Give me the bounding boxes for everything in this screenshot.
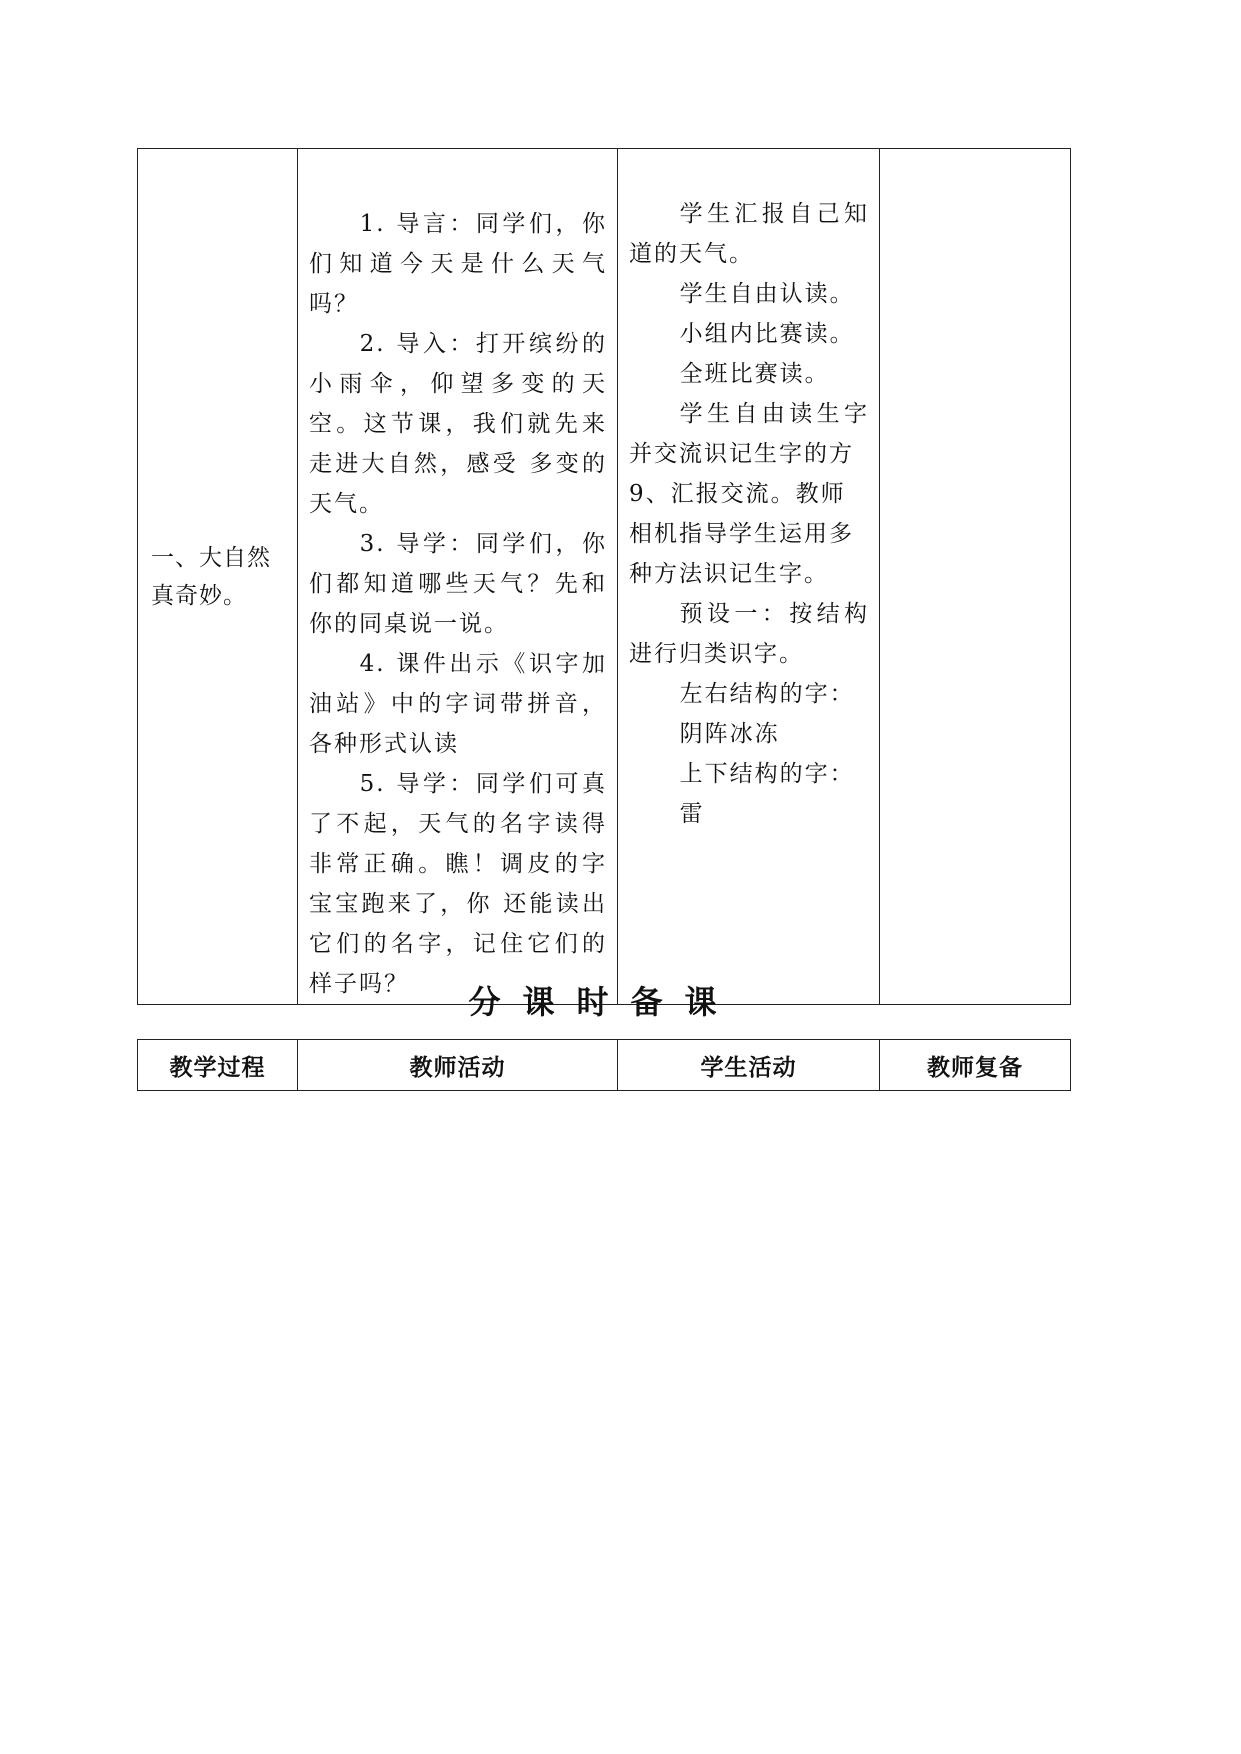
section-title: 分课时备课 [468, 983, 739, 1021]
student-line: 阴阵冰冻 [679, 721, 780, 747]
header-row [138, 1040, 1071, 1091]
student-line: 预设一：按结构进行归类识字。 [629, 601, 869, 667]
teacher-paragraph: 1. 导言：同学们，你们知道今天是什么天气吗？ [309, 211, 607, 317]
student-line: 学生自由读生字并交流识记生字的方 [629, 401, 869, 467]
header-teaching-process: 教学过程 [138, 1040, 298, 1091]
student-line: 9、汇报交流。教师相机指导学生运用多种方法识记生字。 [629, 481, 854, 587]
header-teacher-activity: 教师活动 [298, 1040, 618, 1091]
teacher-paragraph: 2. 导入：打开缤纷的小雨伞，仰望多变的天空。这节课，我们就先来走进大自然，感受 多变的天气。 [309, 331, 607, 517]
lesson-table [137, 148, 1071, 1005]
teacher-paragraph: 3. 导学：同学们，你们都知道哪些天气？先和你的同桌说一说。 [309, 531, 607, 637]
stage-text: 一、大自然真奇妙。 [151, 544, 271, 609]
stage-cell [138, 149, 298, 1005]
student-line: 学生汇报自己知道的天气。 [629, 201, 869, 267]
student-activity-cell [618, 149, 880, 1005]
student-line: 左右结构的字： [679, 681, 855, 707]
header-teacher-review: 教师复备 [880, 1040, 1071, 1091]
lesson-row [138, 149, 1071, 1005]
student-line: 全班比赛读。 [679, 361, 830, 387]
student-line: 小组内比赛读。 [679, 321, 855, 347]
teacher-notes-cell [880, 149, 1071, 1005]
student-activity-text [618, 149, 879, 834]
student-line: 学生自由认读。 [679, 281, 855, 307]
student-line: 上下结构的字：雷 [679, 761, 855, 827]
header-table [137, 1039, 1071, 1091]
teacher-activity-cell [298, 149, 618, 1005]
header-student-activity: 学生活动 [618, 1040, 880, 1091]
teacher-paragraph: 5. 导学：同学们可真了不起，天气的名字读得非常正确。瞧！调皮的字宝宝跑来了，你 还能读出它们的名字，记住它们的样子吗？ [309, 771, 607, 997]
teacher-activity-text [298, 149, 617, 1004]
teacher-paragraph: 4. 课件出示《识字加油站》中的字词带拼音，各种形式认读 [309, 651, 607, 757]
